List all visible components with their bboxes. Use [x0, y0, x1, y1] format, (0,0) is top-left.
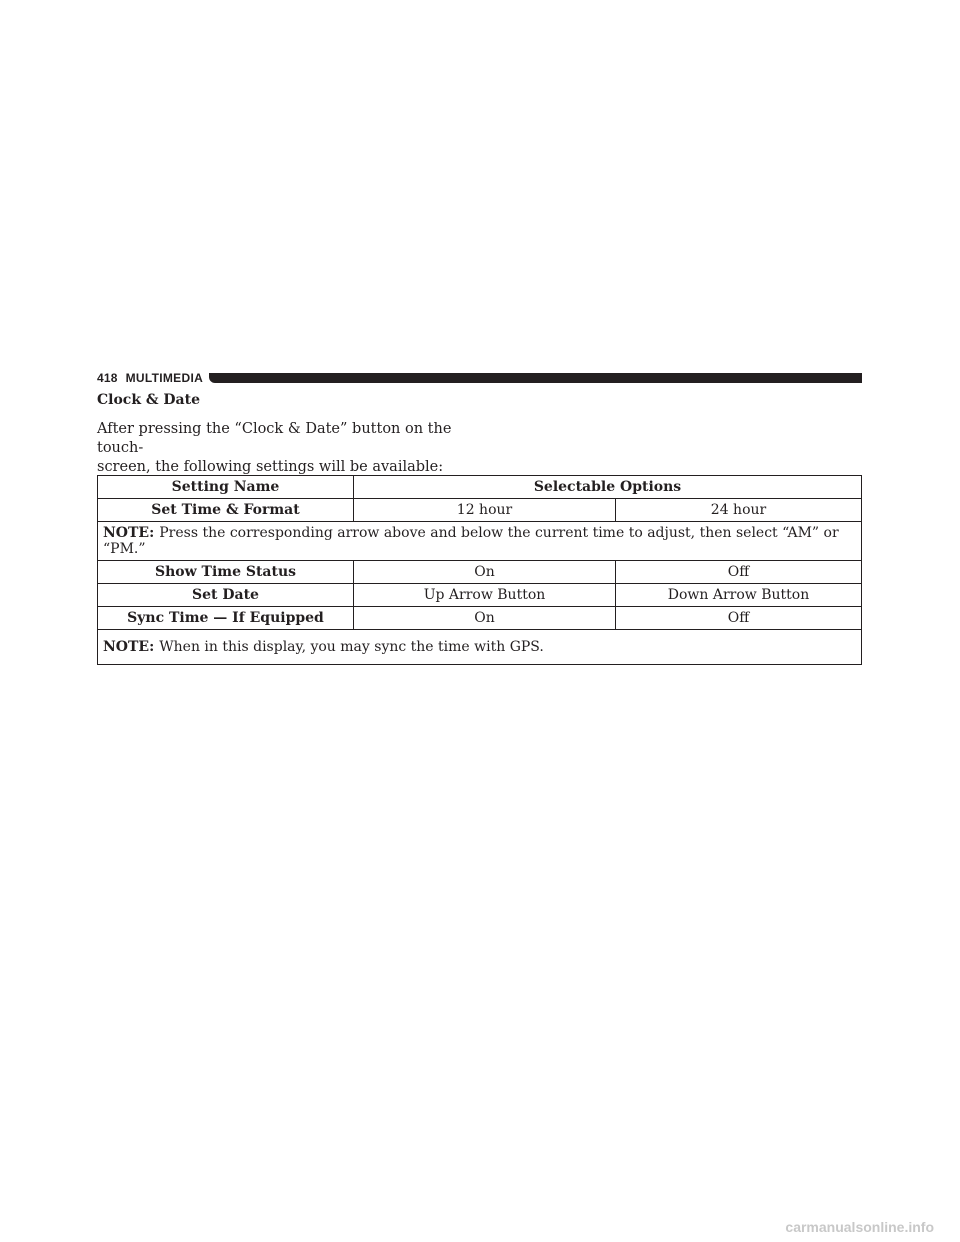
- table-row: [98, 499, 862, 522]
- option-2: Off: [616, 561, 862, 584]
- setting-name: Set Date: [98, 584, 354, 607]
- table-row: [98, 561, 862, 584]
- option-2: Off: [616, 607, 862, 630]
- table-header-row: [98, 476, 862, 499]
- option-1: On: [354, 561, 616, 584]
- intro-line-1: After pressing the “Clock & Date” button on the touch-: [97, 421, 452, 456]
- note-label: NOTE:: [103, 639, 155, 655]
- option-2: 24 hour: [616, 499, 862, 522]
- footer-watermark: carmanualsonline.info: [785, 1219, 934, 1235]
- section-title: MULTIMEDIA: [125, 371, 204, 385]
- option-2: Down Arrow Button: [616, 584, 862, 607]
- setting-name: Show Time Status: [98, 561, 354, 584]
- setting-name: Set Time & Format: [98, 499, 354, 522]
- heading-clock-date: Clock & Date: [97, 392, 200, 408]
- intro-line-2: screen, the following settings will be available:: [97, 459, 444, 475]
- intro-paragraph: [97, 420, 497, 477]
- note-label: NOTE:: [103, 525, 155, 541]
- note-text: Press the corresponding arrow above and below the current time to adjust, then select “AM” or “PM.”: [103, 525, 839, 557]
- note-text: When in this display, you may sync the time with GPS.: [159, 639, 544, 655]
- note-row: [98, 522, 862, 561]
- settings-table: [97, 475, 862, 665]
- table-row: [98, 584, 862, 607]
- note-row: [98, 630, 862, 665]
- option-1: Up Arrow Button: [354, 584, 616, 607]
- page-header: [97, 370, 862, 386]
- header-setting-name: Setting Name: [98, 476, 354, 499]
- setting-name: Sync Time — If Equipped: [98, 607, 354, 630]
- note-cell: [98, 630, 862, 665]
- option-1: 12 hour: [354, 499, 616, 522]
- table-row: [98, 607, 862, 630]
- header-bar: [209, 373, 862, 383]
- option-1: On: [354, 607, 616, 630]
- page-number: 418: [97, 371, 118, 385]
- note-cell: [98, 522, 862, 561]
- header-selectable-options: Selectable Options: [354, 476, 862, 499]
